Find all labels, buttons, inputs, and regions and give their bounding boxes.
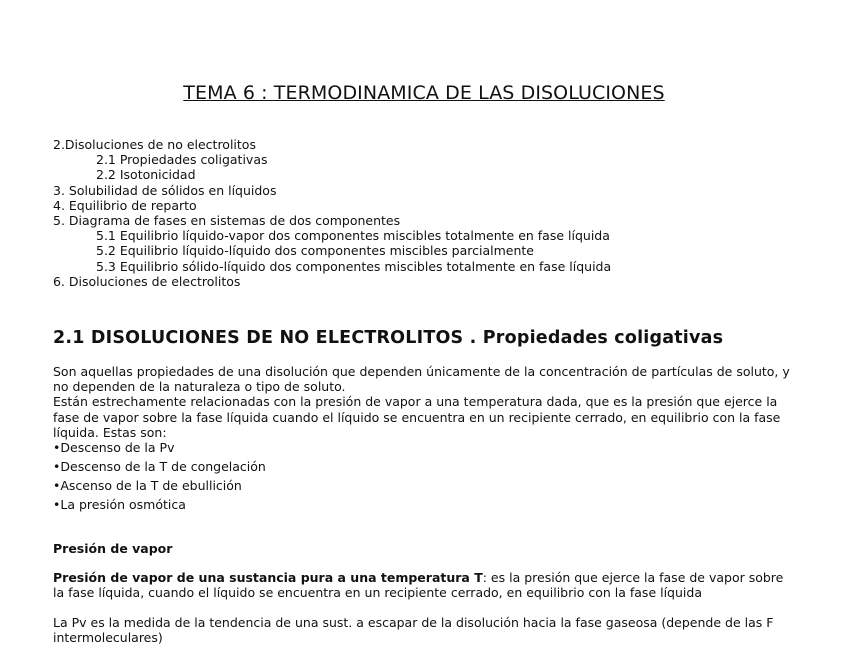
toc-item: 2.1 Propiedades coligativas: [96, 152, 268, 168]
toc-item: 5.1 Equilibrio líquido-vapor dos componentes miscibles totalmente en fase líquida: [96, 228, 610, 244]
toc-item: 4. Equilibrio de reparto: [53, 197, 197, 213]
vapor-pressure-definition: [53, 570, 798, 600]
list-item: •La presión osmótica: [53, 497, 186, 512]
definition-term: Presión de vapor de una sustancia pura a una temperatura T: [53, 570, 483, 585]
section-heading-rest: Propiedades coligativas: [476, 328, 724, 348]
toc-item: 6. Disoluciones de electrolitos: [53, 273, 241, 289]
toc-item: 5. Diagrama de fases en sistemas de dos componentes: [53, 213, 401, 229]
intro-paragraph: [53, 364, 798, 440]
table-of-contents: [53, 137, 611, 289]
toc-item: 2.Disoluciones de no electrolitos: [53, 137, 256, 152]
section-heading-bold: 2.1 DISOLUCIONES DE NO ELECTROLITOS .: [53, 328, 477, 348]
definition-text: : es la presión que ejerce la fase de vapor sobre la fase líquida, cuando el líquido se encuentra en un recipiente cerrado, en equilibrio con la fase líquida: [53, 570, 784, 601]
section-heading: [53, 328, 723, 348]
toc-item: 5.2 Equilibrio líquido-líquido dos componentes miscibles parcialmente: [96, 243, 534, 259]
list-item: •Descenso de la T de congelación: [53, 459, 266, 474]
vapor-pressure-note: La Pv es la medida de la tendencia de una sust. a escapar de la disolución hacia la fase gaseosa (depende de las F intermoleculares): [53, 615, 774, 646]
document-title: TEMA 6 : TERMODINAMICA DE LAS DISOLUCIONES: [183, 82, 665, 104]
list-item: •Descenso de la Pv: [53, 440, 175, 455]
toc-item: 3. Solubilidad de sólidos en líquidos: [53, 182, 277, 198]
intro-paragraph-part-a: Son aquellas propiedades de una disolución que dependen únicamente de la concentración de partículas de soluto, y no dependen de la naturaleza o tipo de soluto.: [53, 364, 790, 395]
list-item: •Ascenso de la T de ebullición: [53, 478, 242, 493]
toc-item: 2.2 Isotonicidad: [96, 167, 196, 183]
intro-paragraph-part-b: Están estrechamente relacionadas con la presión de vapor a una temperatura dada, que es la presión que ejerce la fase de vapor sobre la fase líquida cuando el líquido se encuentra en un recipiente cerrado, en equilibrio con la fase líquida. Estas son:: [53, 394, 781, 440]
toc-item: 5.3 Equilibrio sólido-líquido dos componentes miscibles totalmente en fase líquida: [96, 258, 612, 274]
vapor-pressure-subheading: Presión de vapor: [53, 541, 173, 556]
property-list: [53, 440, 266, 516]
